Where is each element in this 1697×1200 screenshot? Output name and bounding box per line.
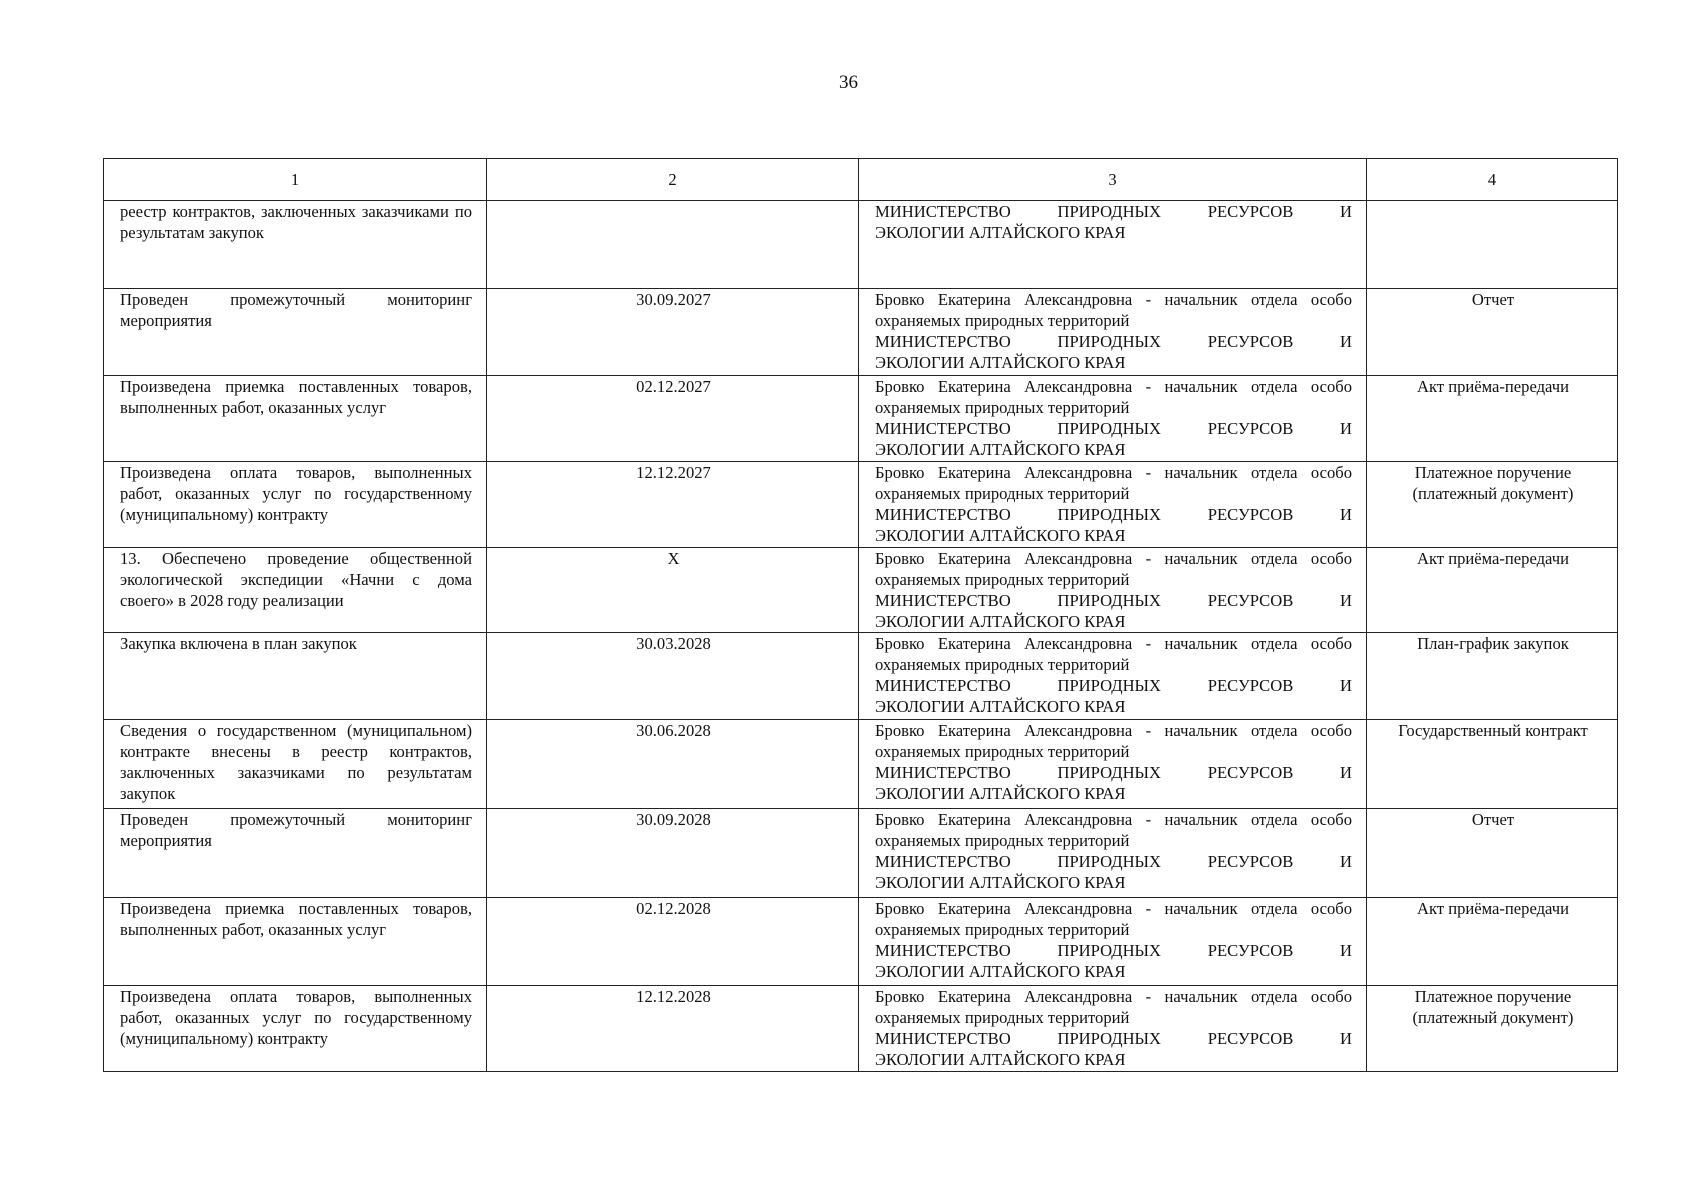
- org-name-line1: МИНИСТЕРСТВО ПРИРОДНЫХ РЕСУРСОВ И: [875, 332, 1352, 351]
- document-cell: Отчет: [1367, 809, 1618, 898]
- table-row: [104, 633, 1618, 720]
- responsible-cell: [859, 376, 1367, 462]
- table-row: [104, 376, 1618, 462]
- table-row: [104, 289, 1618, 376]
- org-name-line2: ЭКОЛОГИИ АЛТАЙСКОГО КРАЯ: [875, 1050, 1126, 1069]
- event-cell: Произведена оплата товаров, выполненных работ, оказанных услуг по государственному (муниципальному) контракту: [104, 986, 487, 1072]
- responsible-cell: [859, 201, 1367, 289]
- column-header-3: 3: [859, 159, 1367, 201]
- org-name-line1: МИНИСТЕРСТВО ПРИРОДНЫХ РЕСУРСОВ И: [875, 676, 1352, 695]
- document-cell: Отчет: [1367, 289, 1618, 376]
- event-cell: Произведена приемка поставленных товаров, выполненных работ, оказанных услуг: [104, 898, 487, 986]
- responsible-person: Бровко Екатерина Александровна - начальник отдела особо охраняемых природных территорий: [875, 377, 1352, 417]
- date-cell: 30.03.2028: [487, 633, 859, 720]
- org-name-line2: ЭКОЛОГИИ АЛТАЙСКОГО КРАЯ: [875, 873, 1126, 892]
- table-row: [104, 720, 1618, 809]
- org-name-line2: ЭКОЛОГИИ АЛТАЙСКОГО КРАЯ: [875, 440, 1126, 459]
- date-cell: 12.12.2028: [487, 986, 859, 1072]
- event-cell: Произведена оплата товаров, выполненных работ, оказанных услуг по государственному (муниципальному) контракту: [104, 462, 487, 548]
- column-header-2: 2: [487, 159, 859, 201]
- responsible-cell: [859, 720, 1367, 809]
- document-cell: Платежное поручение (платежный документ): [1367, 986, 1618, 1072]
- org-name-line2: ЭКОЛОГИИ АЛТАЙСКОГО КРАЯ: [875, 784, 1126, 803]
- org-name-line1: МИНИСТЕРСТВО ПРИРОДНЫХ РЕСУРСОВ И: [875, 852, 1352, 871]
- table-row: [104, 548, 1618, 633]
- page-number: 36: [839, 72, 858, 93]
- org-name-line1: МИНИСТЕРСТВО ПРИРОДНЫХ РЕСУРСОВ И: [875, 591, 1352, 610]
- table-row: [104, 809, 1618, 898]
- table-header-row: [104, 159, 1618, 201]
- document-cell: План-график закупок: [1367, 633, 1618, 720]
- org-name-line1: МИНИСТЕРСТВО ПРИРОДНЫХ РЕСУРСОВ И: [875, 763, 1352, 782]
- table-row: [104, 986, 1618, 1072]
- responsible-person: Бровко Екатерина Александровна - начальник отдела особо охраняемых природных территорий: [875, 549, 1352, 589]
- date-cell: 30.09.2027: [487, 289, 859, 376]
- responsible-cell: [859, 462, 1367, 548]
- org-name-line2: ЭКОЛОГИИ АЛТАЙСКОГО КРАЯ: [875, 353, 1126, 372]
- date-cell: 30.09.2028: [487, 809, 859, 898]
- date-cell: [487, 201, 859, 289]
- responsible-person: Бровко Екатерина Александровна - начальник отдела особо охраняемых природных территорий: [875, 290, 1352, 330]
- table-row: [104, 898, 1618, 986]
- responsible-person: Бровко Екатерина Александровна - начальник отдела особо охраняемых природных территорий: [875, 810, 1352, 850]
- responsible-cell: [859, 633, 1367, 720]
- document-cell: Акт приёма-передачи: [1367, 376, 1618, 462]
- responsible-person: Бровко Екатерина Александровна - начальник отдела особо охраняемых природных территорий: [875, 463, 1352, 503]
- event-cell: Сведения о государственном (муниципальном) контракте внесены в реестр контрактов, заключенных заказчиками по результатам закупок: [104, 720, 487, 809]
- date-cell: 12.12.2027: [487, 462, 859, 548]
- responsible-cell: [859, 548, 1367, 633]
- event-cell: Закупка включена в план закупок: [104, 633, 487, 720]
- column-header-1: 1: [104, 159, 487, 201]
- responsible-cell: [859, 289, 1367, 376]
- org-name-line2: ЭКОЛОГИИ АЛТАЙСКОГО КРАЯ: [875, 962, 1126, 981]
- responsible-person: Бровко Екатерина Александровна - начальник отдела особо охраняемых природных территорий: [875, 987, 1352, 1027]
- table-row: [104, 201, 1618, 289]
- event-cell: реестр контрактов, заключенных заказчиками по результатам закупок: [104, 201, 487, 289]
- responsible-person: Бровко Екатерина Александровна - начальник отдела особо охраняемых природных территорий: [875, 721, 1352, 761]
- org-name-line2: ЭКОЛОГИИ АЛТАЙСКОГО КРАЯ: [875, 612, 1126, 631]
- document-cell: Акт приёма-передачи: [1367, 898, 1618, 986]
- table-row: [104, 462, 1618, 548]
- date-cell: 02.12.2027: [487, 376, 859, 462]
- org-name-line1: МИНИСТЕРСТВО ПРИРОДНЫХ РЕСУРСОВ И: [875, 505, 1352, 524]
- org-name-line1: МИНИСТЕРСТВО ПРИРОДНЫХ РЕСУРСОВ И: [875, 1029, 1352, 1048]
- control-points-table: [103, 158, 1618, 1072]
- org-name-line2: ЭКОЛОГИИ АЛТАЙСКОГО КРАЯ: [875, 223, 1126, 242]
- date-cell: 02.12.2028: [487, 898, 859, 986]
- event-cell: Проведен промежуточный мониторинг мероприятия: [104, 289, 487, 376]
- date-cell: 30.06.2028: [487, 720, 859, 809]
- document-cell: Акт приёма-передачи: [1367, 548, 1618, 633]
- org-name-line1: МИНИСТЕРСТВО ПРИРОДНЫХ РЕСУРСОВ И: [875, 419, 1352, 438]
- responsible-cell: [859, 986, 1367, 1072]
- responsible-cell: [859, 809, 1367, 898]
- event-cell: 13. Обеспечено проведение общественной экологической экспедиции «Начни с дома своего» в 2028 году реализации: [104, 548, 487, 633]
- column-header-4: 4: [1367, 159, 1618, 201]
- document-cell: Платежное поручение (платежный документ): [1367, 462, 1618, 548]
- event-cell: Проведен промежуточный мониторинг мероприятия: [104, 809, 487, 898]
- org-name-line2: ЭКОЛОГИИ АЛТАЙСКОГО КРАЯ: [875, 526, 1126, 545]
- org-name-line1: МИНИСТЕРСТВО ПРИРОДНЫХ РЕСУРСОВ И: [875, 941, 1352, 960]
- date-cell: X: [487, 548, 859, 633]
- event-cell: Произведена приемка поставленных товаров, выполненных работ, оказанных услуг: [104, 376, 487, 462]
- responsible-person: Бровко Екатерина Александровна - начальник отдела особо охраняемых природных территорий: [875, 899, 1352, 939]
- responsible-person: Бровко Екатерина Александровна - начальник отдела особо охраняемых природных территорий: [875, 634, 1352, 674]
- responsible-cell: [859, 898, 1367, 986]
- org-name-line2: ЭКОЛОГИИ АЛТАЙСКОГО КРАЯ: [875, 697, 1126, 716]
- document-cell: [1367, 201, 1618, 289]
- org-name-line1: МИНИСТЕРСТВО ПРИРОДНЫХ РЕСУРСОВ И: [875, 202, 1352, 221]
- document-cell: Государственный контракт: [1367, 720, 1618, 809]
